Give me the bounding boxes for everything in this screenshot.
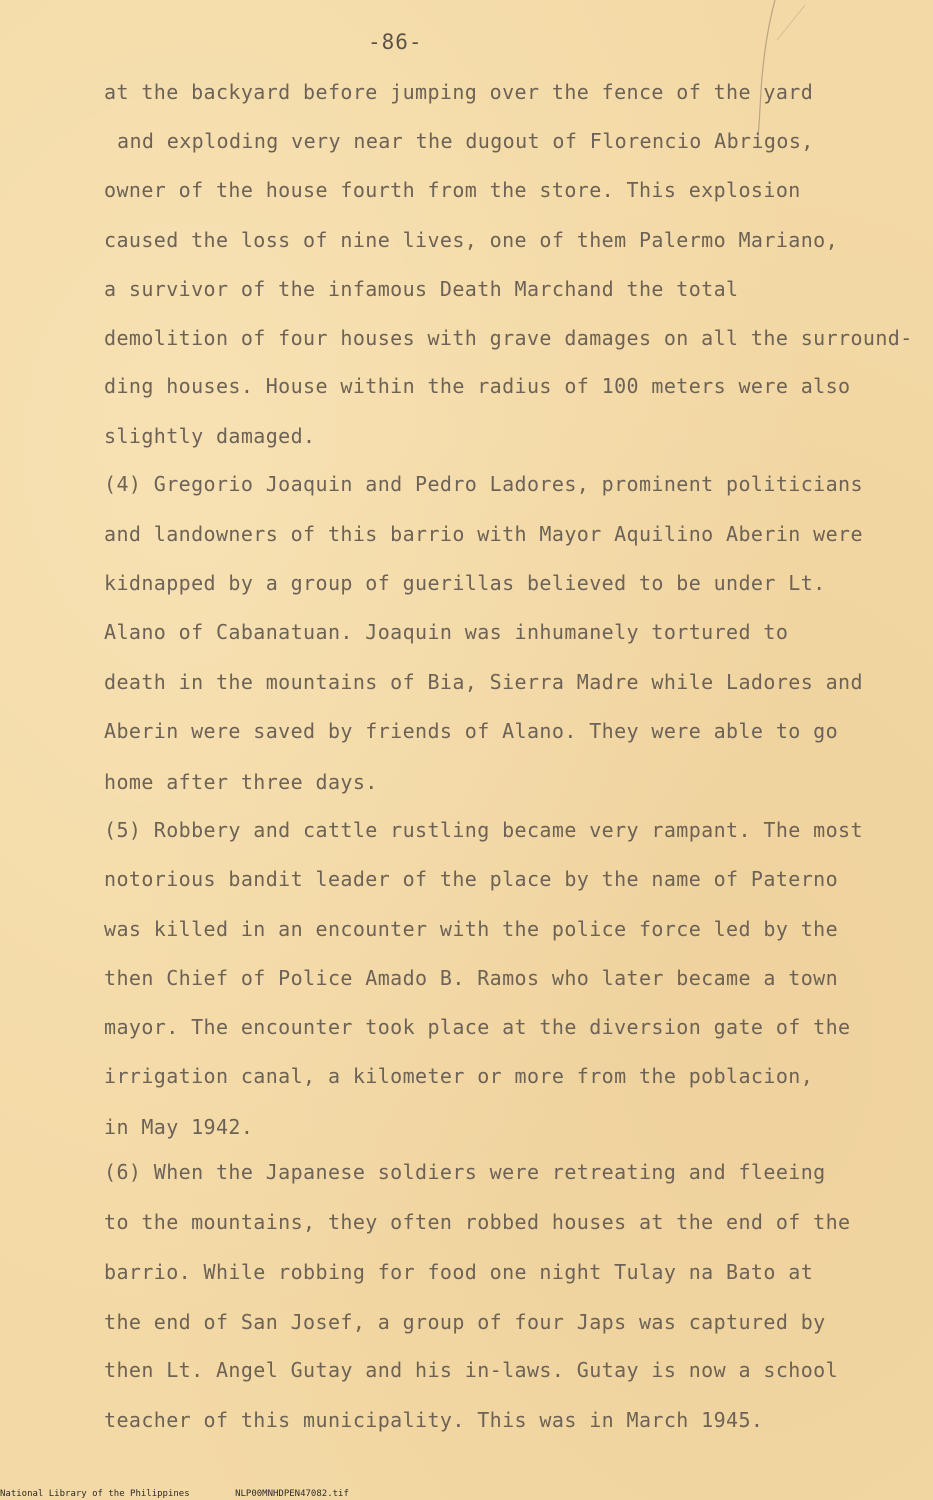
text-line: notorious bandit leader of the place by the name of Paterno [104, 867, 839, 891]
text-line: then Chief of Police Amado B. Ramos who later became a town [104, 966, 839, 990]
text-line: (5) Robbery and cattle rustling became very rampant. The most [104, 818, 863, 842]
text-line: ding houses. House within the radius of 100 meters were also [104, 374, 851, 398]
text-line: the end of San Josef, a group of four Japs was captured by [104, 1310, 826, 1334]
text-line: was killed in an encounter with the police force led by the [104, 917, 839, 941]
text-line: in May 1942. [104, 1115, 254, 1139]
text-line: and landowners of this barrio with Mayor Aquilino Aberin were [104, 522, 863, 546]
text-line: death in the mountains of Bia, Sierra Madre while Ladores and [104, 670, 863, 694]
page-number: -86- [368, 30, 423, 54]
text-line: then Lt. Angel Gutay and his in-laws. Gutay is now a school [104, 1358, 839, 1382]
footer-library: National Library of the Philippines [0, 1489, 190, 1499]
text-line: Alano of Cabanatuan. Joaquin was inhumanely tortured to [104, 620, 789, 644]
scan-footer [0, 1489, 389, 1499]
pen-stroke-mark [745, 0, 835, 140]
text-line: barrio. While robbing for food one night Tulay na Bato at [104, 1260, 814, 1284]
text-line: slightly damaged. [104, 424, 316, 448]
text-line: (4) Gregorio Joaquin and Pedro Ladores, prominent politicians [104, 472, 863, 496]
text-line: irrigation canal, a kilometer or more from the poblacion, [104, 1064, 814, 1088]
text-line: and exploding very near the dugout of Florencio Abrigos, [117, 129, 814, 153]
text-line: a survivor of the infamous Death Marchand the total [104, 277, 739, 301]
text-line: demolition of four houses with grave damages on all the surround- [104, 326, 913, 350]
text-line: at the backyard before jumping over the fence of the yard [104, 80, 814, 104]
text-line: caused the loss of nine lives, one of them Palermo Mariano, [104, 228, 839, 252]
text-line: kidnapped by a group of guerillas believed to be under Lt. [104, 571, 826, 595]
text-line: owner of the house fourth from the store. This explosion [104, 178, 801, 202]
text-line: home after three days. [104, 770, 378, 794]
text-line: Aberin were saved by friends of Alano. They were able to go [104, 719, 839, 743]
text-line: to the mountains, they often robbed houses at the end of the [104, 1210, 851, 1234]
text-line: teacher of this municipality. This was in March 1945. [104, 1408, 764, 1432]
text-line: (6) When the Japanese soldiers were retreating and fleeing [104, 1160, 826, 1184]
footer-filename: NLP00MNHDPEN47082.tif [235, 1489, 349, 1499]
text-line: mayor. The encounter took place at the diversion gate of the [104, 1015, 851, 1039]
